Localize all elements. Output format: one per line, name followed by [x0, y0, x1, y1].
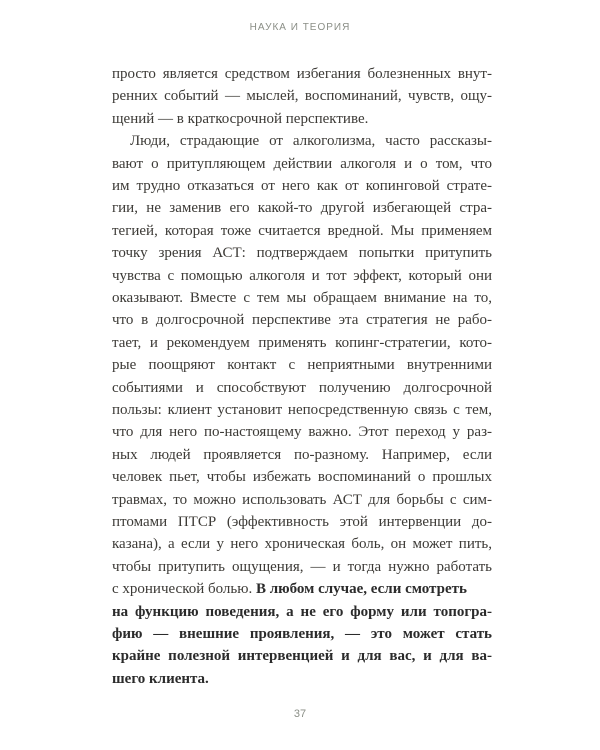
body-line: ренних событий — мыслей, воспоминаний, чувств, ощу-: [112, 88, 492, 105]
body-line: точку зрения АСТ: подтверждаем попытки притупить: [112, 245, 492, 262]
body-line: тает, и рекомендуем применять копинг-стратегии, кото-: [112, 334, 492, 351]
body-line: ных людей проявляется по-разному. Например, если: [112, 446, 492, 463]
bold-line: фию — внешние проявления, — это может стать: [112, 626, 492, 642]
page-number: 37: [293, 708, 307, 720]
body-line: рые поощряют контакт с неприятными внутренними: [112, 357, 492, 374]
body-line: просто является средством избегания болезненных внут-: [112, 66, 492, 82]
body-line-indent: Люди, страдающие от алкоголизма, часто рассказы-: [130, 133, 492, 150]
bold-line: шего клиента.: [112, 670, 209, 687]
normal-text: с хронической болью.: [112, 581, 256, 598]
bold-text: В любом случае, если смотреть: [255, 581, 467, 598]
body-line: человек пьет, чтобы избежать воспоминаний о прошлых: [112, 469, 492, 486]
body-line: пользы: клиент установит непосредственную связь с тем,: [112, 402, 492, 418]
body-line: гии, не заменив его какой-то другой избегающей стра-: [112, 200, 492, 217]
bold-line: на функцию поведения, а не его форму или топогра-: [112, 603, 492, 620]
body-line: казана), а если у него хроническая боль, он может пить,: [112, 536, 492, 553]
body-line: оказывают. Вместе с тем мы обращаем внимание на то,: [112, 290, 492, 306]
running-header: НАУКА И ТЕОРИЯ: [249, 22, 351, 33]
bold-line: крайне полезной интервенцией и для вас, и для ва-: [112, 648, 492, 665]
body-line: щений — в краткосрочной перспективе.: [112, 110, 369, 127]
body-line-mixed: [112, 579, 492, 599]
body-line: чувства с помощью алкоголя и тот эффект, который они: [112, 267, 492, 284]
body-line: им трудно отказаться от него как от копинговой страте-: [112, 178, 492, 194]
body-line: что для него по-настоящему важно. Этот переход у раз-: [112, 424, 492, 441]
body-line: птомами ПТСР (эффективность этой интервенции до-: [112, 514, 492, 530]
body-line: что в долгосрочной перспективе эта стратегия не рабо-: [112, 312, 492, 329]
body-line: травмах, то можно использовать АСТ для борьбы с сим-: [112, 491, 492, 508]
body-line: тегией, которая тоже считается вредной. Мы применяем: [112, 222, 492, 239]
body-line: чтобы притупить ощущения, — и тогда нужно работать: [112, 558, 492, 575]
body-line: событиями и способствуют получению долгосрочной: [112, 379, 492, 396]
body-line: вают о притупляющем действии алкоголя и о том, что: [112, 155, 492, 172]
